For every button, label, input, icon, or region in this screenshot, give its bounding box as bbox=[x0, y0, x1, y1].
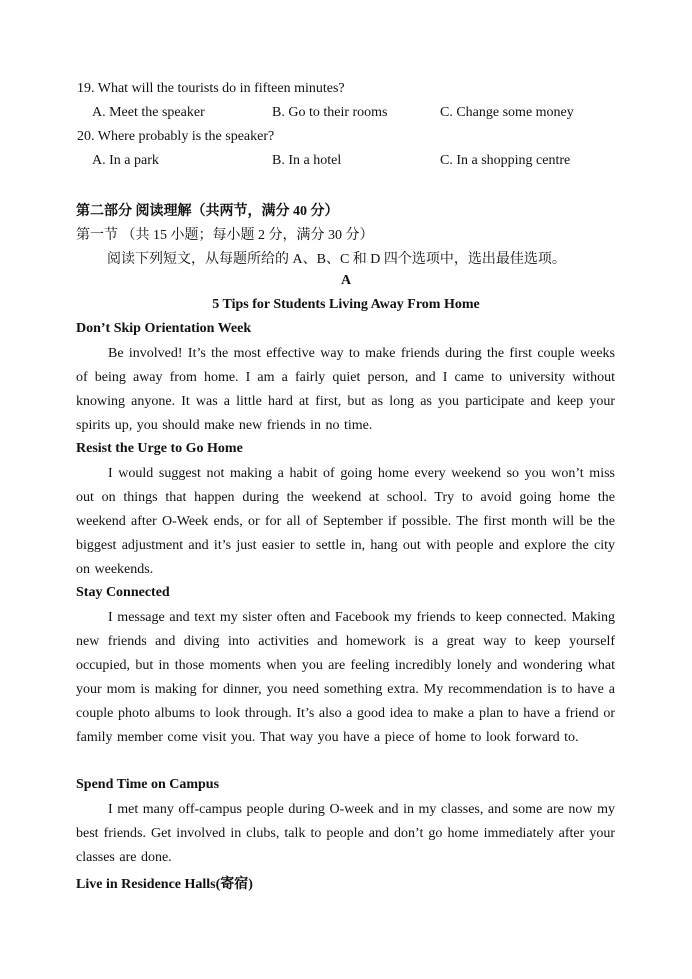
question-20-stem: 20. Where probably is the speaker? bbox=[77, 129, 275, 144]
question-20-options bbox=[0, 153, 692, 173]
question-19-stem: 19. What will the tourists do in fifteen minutes? bbox=[77, 81, 345, 96]
passage-title: 5 Tips for Students Living Away From Home bbox=[212, 297, 480, 312]
question-20-option-c: C. In a shopping centre bbox=[440, 153, 571, 168]
section-heading-orientation: Don’t Skip Orientation Week bbox=[76, 321, 252, 336]
instruction: 阅读下列短文，从每题所给的 A、B、C 和 D 四个选项中，选出最佳选项。 bbox=[107, 252, 566, 267]
section-body-resist: I would suggest not making a habit of going home every weekend so you won’t miss out on things that happen during the weekend at school. Try to avoid going home the weekend after O-Week ends, or for all of September if possible. The first month will be the biggest adjustment and it’s just easier to settle in, hang out with people and explore the city on weekends. bbox=[76, 466, 615, 577]
section-body-campus: I met many off-campus people during O-week and in my classes, and some are now my best friends. Get involved in clubs, talk to people and don’t go home immediately after your classes are done. bbox=[76, 802, 615, 865]
question-19-option-b: B. Go to their rooms bbox=[272, 105, 388, 120]
section-body-connected: I message and text my sister often and Facebook my friends to keep connected. Making new friends and diving into activities and homework is a great way to keep yourself occupied, but in those moments when you are feeling incredibly lonely and wondering what your mom is making for dinner, you need something extra. My recommendation is to have a couple photo albums to look through. It’s also a good idea to make a plan to have a friend or family member come visit you. That way you have a piece of home to look forward to. bbox=[76, 610, 615, 745]
question-19-option-a: A. Meet the speaker bbox=[92, 105, 205, 120]
question-19-option-c: C. Change some money bbox=[440, 105, 574, 120]
section-title: 第一节 （共 15 小题；每小题 2 分，满分 30 分） bbox=[76, 228, 374, 243]
question-20-option-a: A. In a park bbox=[92, 153, 159, 168]
passage-letter: A bbox=[340, 273, 352, 288]
section-heading-resist: Resist the Urge to Go Home bbox=[76, 441, 243, 456]
section-heading-connected: Stay Connected bbox=[76, 585, 170, 600]
question-20-option-b: B. In a hotel bbox=[272, 153, 342, 168]
question-19-options bbox=[0, 105, 692, 125]
section-body-orientation: Be involved! It’s the most effective way to make friends during the first couple weeks of being away from home. I am a fairly quiet person, and I came to university without knowing anyone. It was a little hard at first, but as long as you participate and keep your spirits up, you should make new friends in no time. bbox=[76, 346, 615, 433]
part-title: 第二部分 阅读理解（共两节，满分 40 分） bbox=[76, 204, 339, 219]
section-heading-campus: Spend Time on Campus bbox=[76, 777, 220, 792]
section-heading-residence: Live in Residence Halls(寄宿) bbox=[76, 877, 253, 892]
